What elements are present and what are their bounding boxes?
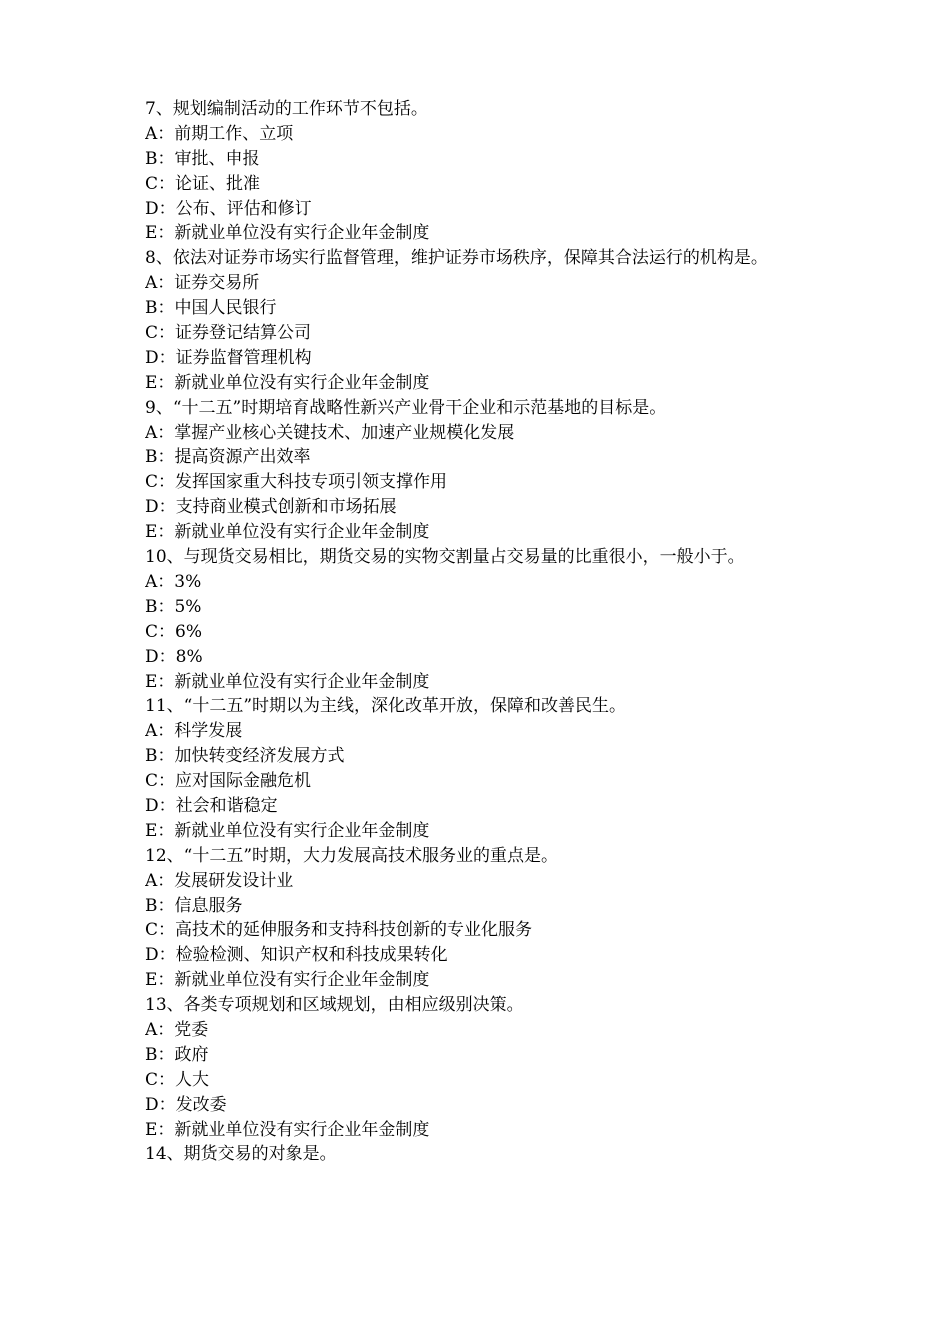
option-e: E：新就业单位没有实行企业年金制度	[145, 820, 430, 841]
question-11	[145, 694, 825, 843]
option-b: B：加快转变经济发展方式	[145, 746, 345, 767]
option-d: D：支持商业模式创新和市场拓展	[145, 497, 397, 518]
option-d: D：社会和谐稳定	[145, 795, 278, 816]
option-a: A：科学发展	[145, 721, 243, 742]
question-9	[145, 396, 825, 545]
option-e: E：新就业单位没有实行企业年金制度	[145, 1119, 430, 1140]
option-a: A：前期工作、立项	[145, 123, 294, 144]
question-stem: 14、期货交易的对象是。	[145, 1144, 337, 1165]
option-d: D：检验检测、知识产权和科技成果转化	[145, 945, 448, 966]
option-e: E：新就业单位没有实行企业年金制度	[145, 970, 430, 991]
question-stem: 10、与现货交易相比，期货交易的实物交割量占交易量的比重很小，一般小于。	[145, 547, 745, 568]
option-b: B：审批、申报	[145, 148, 260, 169]
option-a: A：掌握产业核心关键技术、加速产业规模化发展	[145, 422, 515, 443]
question-12	[145, 844, 825, 993]
option-e: E：新就业单位没有实行企业年金制度	[145, 223, 430, 244]
option-a: A：党委	[145, 1019, 209, 1040]
question-14	[145, 1142, 825, 1167]
option-d: D：8%	[145, 646, 203, 667]
option-a: A：证券交易所	[145, 273, 260, 294]
option-c: C：6%	[145, 621, 202, 642]
option-c: C：应对国际金融危机	[145, 771, 312, 792]
question-stem: 7、规划编制活动的工作环节不包括。	[145, 99, 428, 119]
question-10	[145, 545, 825, 694]
option-c: C：证券登记结算公司	[145, 323, 312, 344]
option-c: C：高技术的延伸服务和支持科技创新的专业化服务	[145, 920, 533, 941]
option-a: A：3%	[145, 571, 202, 592]
option-b: B：政府	[145, 1044, 209, 1065]
document-page	[145, 97, 825, 1167]
option-e: E：新就业单位没有实行企业年金制度	[145, 671, 430, 692]
question-stem: 12、“十二五”时期，大力发展高技术服务业的重点是。	[145, 845, 559, 866]
option-b: B：5%	[145, 596, 202, 617]
option-d: D：证券监督管理机构	[145, 347, 312, 368]
question-stem: 13、各类专项规划和区域规划，由相应级别决策。	[145, 995, 524, 1016]
option-c: C：发挥国家重大科技专项引领支撑作用	[145, 472, 448, 493]
question-7	[145, 97, 825, 246]
option-b: B：提高资源产出效率	[145, 447, 311, 468]
option-e: E：新就业单位没有实行企业年金制度	[145, 522, 430, 543]
option-b: B：信息服务	[145, 895, 243, 916]
option-d: D：发改委	[145, 1094, 227, 1115]
question-13	[145, 993, 825, 1142]
question-stem: 11、“十二五”时期以为主线，深化改革开放，保障和改善民生。	[145, 696, 627, 717]
option-e: E：新就业单位没有实行企业年金制度	[145, 372, 430, 393]
option-d: D：公布、评估和修订	[145, 198, 312, 219]
option-c: C：论证、批准	[145, 173, 261, 194]
option-c: C：人大	[145, 1069, 210, 1090]
question-8	[145, 246, 825, 395]
question-stem: 9、“十二五”时期培育战略性新兴产业骨干企业和示范基地的目标是。	[145, 397, 667, 418]
question-stem: 8、依法对证券市场实行监督管理，维护证券市场秩序，保障其合法运行的机构是。	[145, 248, 768, 269]
option-a: A：发展研发设计业	[145, 870, 294, 891]
option-b: B：中国人民银行	[145, 298, 277, 319]
